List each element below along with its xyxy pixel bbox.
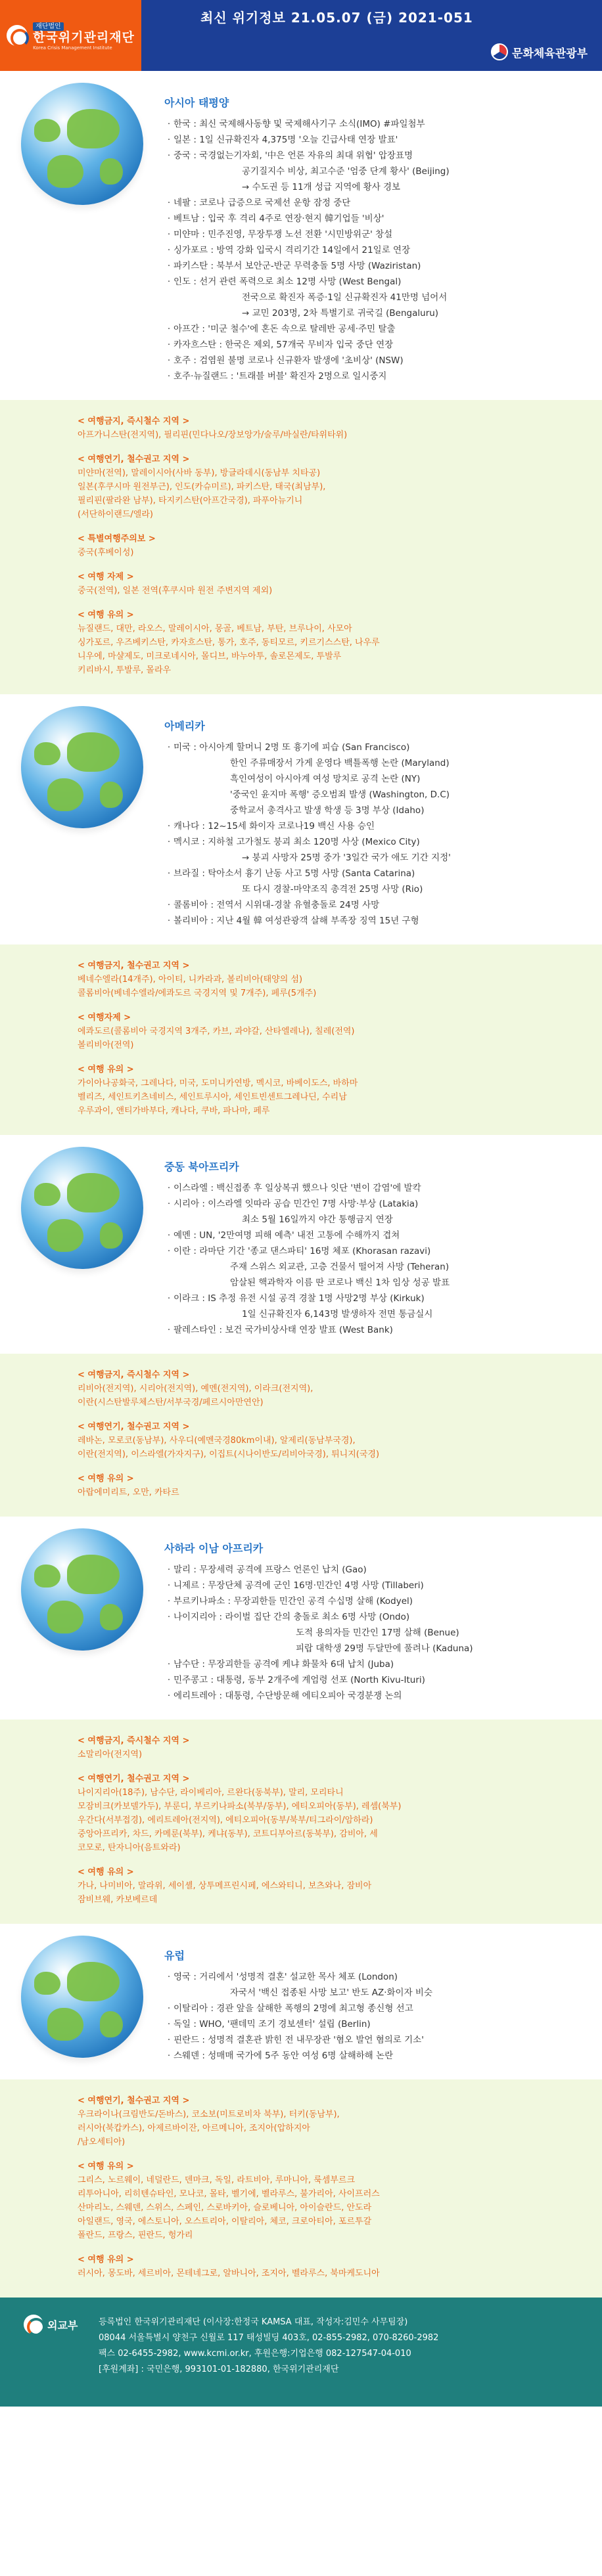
advisory-country-list: 키리바시, 투발루, 몰라우 — [78, 665, 172, 675]
bullet-icon: · — [167, 135, 171, 145]
advisory-country-list: 중국(후베이성) — [78, 548, 134, 558]
news-item — [164, 1609, 582, 1625]
globe-icon — [21, 1147, 143, 1269]
news-item — [164, 1180, 582, 1196]
news-item-text: 카자흐스탄 : 한국은 제외, 57개국 무비자 입국 중단 연장 — [174, 340, 394, 350]
news-item-continuation: 자국서 '백신 접종된 사망 보고' 반도 AZ·화이자 비슷 — [230, 1988, 433, 1998]
org-sub-label: 재단법인 — [33, 22, 64, 32]
advisory-category: < 여행금지, 즉시철수 지역 > 소말리아(전지역) — [78, 1734, 582, 1762]
footer-info — [92, 2315, 602, 2378]
bullet-icon: · — [167, 261, 171, 271]
bullet-icon: · — [167, 2035, 171, 2045]
news-item-text: 볼리비아 : 지난 4월 韓 여성관광객 살해 부족장 징역 15년 구형 — [174, 916, 419, 926]
advisory-level-label: 여행금지, 즉시철수 지역 — [87, 416, 179, 426]
news-item-continuation: 최소 5월 16일까지 야간 통행금지 연장 — [242, 1214, 393, 1225]
advisory-level-label: 여행연기, 철수권고 지역 — [87, 1774, 179, 1784]
bullet-icon: · — [167, 1293, 171, 1304]
bullet-icon: · — [167, 355, 171, 366]
news-item-text: 브라질 : 탁아소서 흉기 난동 사고 5명 사망 (Santa Catarina) — [174, 868, 415, 879]
ministry-name: 문화체육관광부 — [512, 47, 588, 60]
bullet-icon: · — [167, 1972, 171, 1982]
advisory-level-label: 특별여행주의보 — [87, 534, 146, 544]
news-item — [164, 2001, 582, 2016]
advisory-country-list: 이란(시스탄발루체스탄/서부국경/페르시아만연안) — [78, 1398, 264, 1408]
region-title: 유럽 — [164, 1949, 185, 1962]
advisory-country-list: 벨리즈, 세인트키츠네비스, 세인트루시아, 세인트빈센트그레나딘, 수리남 — [78, 1092, 347, 1102]
news-item-text: 콜롬비아 : 전역서 시위대-경찰 유혈충돌로 24명 사망 — [174, 900, 380, 910]
news-item-text: 이탈리아 : 경관 앞을 살해한 폭행의 2명에 최고형 종신형 선고 — [174, 2003, 413, 2014]
header — [0, 0, 602, 71]
advisory-country-list: 코모로, 탄자니아(음트와라) — [78, 1843, 181, 1853]
news-item-text: 부르키나파소 : 무장괴한들 민간인 공격 수십명 살해 (Kodyel) — [174, 1596, 413, 1607]
news-item — [164, 116, 582, 132]
news-item-text: 영국 : 거리에서 '성명적 결혼' 설교한 목사 체포 (London) — [174, 1972, 398, 1982]
advisory-country-list: 그리스, 노르웨이, 네덜란드, 덴마크, 독일, 라트비아, 루마니아, 룩셈부르크 — [78, 2175, 356, 2185]
ministry-emblem-icon — [491, 43, 508, 60]
news-item — [164, 148, 582, 164]
region-section — [0, 1517, 602, 1720]
news-item-text: 민주콩고 : 대통령, 동부 2개주에 계엄령 선포 (North Kivu-Ituri) — [174, 1675, 425, 1685]
news-item — [164, 866, 582, 881]
travel-advisory-box — [0, 1720, 602, 1924]
news-item — [164, 321, 582, 337]
advisory-level-label: 여행 유의 — [87, 1065, 124, 1075]
news-item-text: 캐나다 : 12~15세 화이자 코로나19 백신 사용 승인 — [174, 821, 375, 832]
news-item-text: 이스라엘 : 백신접종 후 일상복귀 했으나 잇단 '변이 감염'에 발칵 — [174, 1183, 421, 1193]
bullet-icon: · — [167, 119, 171, 129]
org-logo-area — [0, 0, 141, 71]
news-item-text: 호주 : 검염원 불명 코로나 신규환자 발생에 '초비상' (NSW) — [174, 355, 404, 366]
news-item — [164, 2016, 582, 2032]
news-item-text: 니제르 : 무장단체 공격에 군인 16명·민간인 4명 사망 (Tillaberi) — [174, 1580, 424, 1591]
advisory-country-list: 필리핀(팔라완 남부), 타지키스탄(아프간국경), 파푸아뉴기니 — [78, 496, 303, 506]
bullet-icon: · — [167, 1230, 171, 1241]
news-item-continuation: 또 다시 경찰-마약조직 총격전 25명 사망 (Rio) — [242, 884, 423, 895]
bullet-icon: · — [167, 1183, 171, 1193]
region-title: 사하라 이남 아프리카 — [164, 1542, 264, 1555]
region-title: 아메리카 — [164, 720, 205, 732]
bullet-icon: · — [167, 1565, 171, 1575]
news-item-text: 일본 : 1일 신규확진자 4,375명 '오늘 긴급사태 연장 발표' — [174, 135, 398, 145]
news-item-text: 아프간 : '미군 철수'에 혼돈 속으로 탈레반 공세·주민 탈출 — [174, 324, 396, 334]
news-item-text: 인도 : 선거 관련 폭력으로 최소 12명 사망 (West Bengal) — [174, 277, 402, 287]
advisory-country-list: 모잠비크(카보델가두), 부룬디, 부르키나파소(북부/동부), 에티오피아(동부), 레셈(북부) — [78, 1802, 402, 1811]
news-item — [164, 740, 582, 755]
advisory-category: < 여행연기, 철수권고 지역 > 나이지리아(18주), 남수단, 라이베리아, 르완다(동북부), 말리, 모리타니 모잠비크(카보델가두), 부룬디, 부르키나파소(북부/동부), 에티오피아(동부), 레셈(북부) 우간다(서부접경), 에리트레아(전지역), 에티오피아(동부/북부/티그라이/암하라) 중앙아프리카, 차드, 카메룬(북부), 케냐(동부), 코트디부아르(동북부), 감비아, 세 코모로, 탄자니아(음트와라) — [78, 1772, 582, 1855]
region-title: 아시아 태평양 — [164, 97, 229, 109]
news-item-text: 핀란드 : 성명적 결혼관 밝힌 전 내무장관 '혐오 발언 혐의로 기소' — [174, 2035, 424, 2045]
advisory-country-list: 베네수엘라(14개주), 아이티, 니카라과, 볼리비아(태양의 섬) — [78, 975, 303, 985]
regions-container — [0, 71, 602, 2298]
bullet-icon: · — [167, 1580, 171, 1591]
globe-icon — [21, 706, 143, 828]
advisory-category: < 여행연기, 철수권고 지역 > 레바논, 모로코(동남부), 사우디(예멘국경80km이내), 알제리(동남부국경), 이란(전지역), 이스라엘(가자지구), 이집트(시나이반도/리비아국경), 튀니지(국경) — [78, 1420, 582, 1461]
region-section — [0, 694, 602, 944]
bullet-icon: · — [167, 1246, 171, 1256]
advisory-category: < 여행 유의 > 그리스, 노르웨이, 네덜란드, 덴마크, 독일, 라트비아, 루마니아, 룩셈부르크 리투아니아, 리히텐슈타인, 모나코, 몰타, 벨기에, 벨라루스, 불가리아, 사이프러스 산마리노, 스웨덴, 스위스, 스페인, 스로바키아, 슬로베니아, 아이슬란드, 안도라 아일랜드, 영국, 에스토니아, 오스트리아, 이탈리아, 체코, 크로아티아, 포르투갈 폴란드, 프랑스, 핀란드, 헝가리 — [78, 2160, 582, 2242]
news-item — [164, 1969, 582, 1985]
bullet-icon: · — [167, 868, 171, 879]
travel-advisory-box — [0, 944, 602, 1135]
news-item — [164, 1562, 582, 1578]
news-item — [164, 195, 582, 211]
news-item-continuation: 중학교서 총격사고 발생 학생 등 3명 부상 (Idaho) — [230, 805, 425, 816]
globe-icon — [21, 83, 143, 205]
advisory-category: < 여행 유의 > 뉴질랜드, 대만, 라오스, 말레이시아, 몽골, 베트남, 부탄, 브루나이, 사모아 싱가포르, 우즈베키스탄, 카자흐스탄, 통가, 호주, 동티모르, 키르기스스탄, 나우루 니우에, 마샬제도, 미크로네시아, 몰디브, 바누아투, 솔로몬제도, 투발루 키리바시, 투발루, 몰라우 — [78, 608, 582, 677]
advisory-level-label: 여행 유의 — [87, 610, 124, 620]
news-item-continuation: 암살된 핵과학자 이름 딴 코로나 백신 1차 임상 성공 발표 — [230, 1277, 450, 1288]
news-item — [164, 1593, 582, 1609]
bullet-icon: · — [167, 229, 171, 240]
bullet-icon: · — [167, 837, 171, 847]
advisory-country-list: 우크라이나(크림반도/돈바스), 코소보(미트로비차 북부), 터키(동남부), — [78, 2110, 340, 2120]
advisory-country-list: 레바논, 모로코(동남부), 사우디(예멘국경80km이내), 알제리(동남부국경), — [78, 1436, 356, 1446]
newsletter-title: 최신 위기정보 21.05.07 (금) 2021-051 — [200, 9, 473, 26]
news-item-text: 이란 : 라마단 기간 '종교 댄스파티' 16명 체포 (Khorasan razavi) — [174, 1246, 431, 1256]
region-section — [0, 1924, 602, 2079]
advisory-country-list: 나이지리아(18주), 남수단, 라이베리아, 르완다(동북부), 말리, 모리타니 — [78, 1788, 344, 1798]
news-item — [164, 913, 582, 929]
advisory-country-list: 에콰도르(콜롬비아 국경지역 3개주, 카브, 과야갈, 산타엘레나), 칠레(전역) — [78, 1027, 355, 1036]
advisory-category: < 여행 자제 > 중국(전역), 일본 전역(후쿠시마 원전 주변지역 제외) — [78, 570, 582, 598]
bullet-icon: · — [167, 213, 171, 224]
travel-advisory-box — [0, 400, 602, 694]
travel-advisory-box — [0, 2079, 602, 2298]
advisory-category: < 여행자제 > 에콰도르(콜롬비아 국경지역 3개주, 카브, 과야갈, 산타엘레나), 칠레(전역) 볼리비아(전역) — [78, 1011, 582, 1052]
org-name: 한국위기관리재단 — [33, 30, 135, 45]
advisory-category: < 여행연기, 철수권고 지역 > 미얀마(전역), 말레이시아(사바 동부), 방글라데시(동남부 치타공) 일본(후쿠시마 원전부근), 인도(카슈미르), 파키스탄, 태국(최남부), 필리핀(팔라완 남부), 타지키스탄(아프간국경), 파푸아뉴기니 (서단하이랜드/엘라) — [78, 453, 582, 522]
news-item — [164, 1322, 582, 1338]
news-item-text: 독일 : WHO, '팬데믹 조기 경보센터' 설립 (Berlin) — [174, 2019, 371, 2030]
news-item-text: 멕시코 : 지하철 고가철도 붕괴 최소 120명 사상 (Mexico City) — [174, 837, 420, 847]
news-item — [164, 337, 582, 353]
news-item-text: 호주·뉴질랜드 : '트래블 버블' 확진자 2명으로 일시중지 — [174, 371, 387, 382]
advisory-country-list: 볼리비아(전역) — [78, 1040, 134, 1050]
bullet-icon: · — [167, 2003, 171, 2014]
region-title: 중동 북아프리카 — [164, 1161, 239, 1173]
advisory-country-list: 가나, 나미비아, 말라위, 세이셸, 상투메프린시페, 에스와티니, 보츠와나, 잠비아 — [78, 1881, 372, 1891]
footer-line: [후원계좌] : 국민은행, 993101-01-182880, 한국위기관리재단 — [99, 2365, 339, 2374]
advisory-country-list: 이란(전지역), 이스라엘(가자지구), 이집트(시나이반도/리비아국경), 튀니지(국경) — [78, 1450, 380, 1459]
news-item — [164, 242, 582, 258]
bullet-icon: · — [167, 1596, 171, 1607]
news-item-text: 미얀마 : 민주진영, 무장투쟁 노선 전환 '시민방위군' 창설 — [174, 229, 393, 240]
news-item-text: 예멘 : UN, '2만여명 피해 예측' 내전 고통에 수해까지 겹쳐 — [174, 1230, 400, 1241]
news-item — [164, 1196, 582, 1212]
news-item — [164, 2032, 582, 2048]
news-item — [164, 897, 582, 913]
news-item-continuation: 전국으로 확진자 폭증·1일 신규확진자 41만명 넘어서 — [242, 292, 448, 303]
advisory-country-list: 소말리아(전지역) — [78, 1750, 143, 1760]
advisory-level-label: 여행 유의 — [87, 1867, 124, 1877]
news-item — [164, 1688, 582, 1704]
news-item-text: 말리 : 무장세력 공격에 프랑스 언론인 납치 (Gao) — [174, 1565, 367, 1575]
news-item — [164, 1228, 582, 1243]
travel-advisory-box — [0, 1354, 602, 1517]
advisory-level-label: 여행금지, 즉시철수 지역 — [87, 1736, 179, 1746]
news-item-text: 미국 : 아시아계 할머니 2명 또 흉기에 피습 (San Francisco) — [174, 742, 410, 753]
advisory-level-label: 여행연기, 철수권고 지역 — [87, 1422, 179, 1432]
bullet-icon: · — [167, 1612, 171, 1622]
advisory-country-list: 싱가포르, 우즈베키스탄, 카자흐스탄, 통가, 호주, 동티모르, 키르기스스탄, 나우루 — [78, 638, 380, 648]
footer-line: 등록법인 한국위기관리재단 (이사장:한정국 KAMSA 대표, 작성자:김민수 사무팀장) — [99, 2317, 408, 2327]
bullet-icon: · — [167, 2019, 171, 2030]
news-item-continuation: '중국인 윤지마 폭행' 증오범죄 발생 (Washington, D.C) — [230, 789, 450, 800]
news-item-text: 베트남 : 입국 후 격리 4주로 연장·현지 韓기업들 '비상' — [174, 213, 384, 224]
footer-logo-icon — [24, 2315, 43, 2334]
news-item — [164, 211, 582, 227]
advisory-level-label: 여행 유의 — [87, 2255, 124, 2265]
news-item-continuation: 도적 용의자들 민간인 17명 살해 (Benue) — [296, 1628, 459, 1638]
advisory-level-label: 여행 자제 — [87, 572, 124, 582]
advisory-category: < 특별여행주의보 > 중국(후베이성) — [78, 532, 582, 560]
news-item-continuation: 한인 주류매장서 가게 운영다 백틀폭행 논란 (Maryland) — [230, 758, 450, 768]
advisory-country-list: 아프가니스탄(전지역), 필리핀(민다나오/장보앙가/술루/바실란/타위타위) — [78, 430, 348, 440]
advisory-country-list: (서단하이랜드/엘라) — [78, 510, 153, 520]
news-item-text: 중국 : 국경없는기자회, '中은 언론 자유의 최대 위협' 압장표명 — [174, 150, 413, 161]
region-section — [0, 71, 602, 400]
org-logo[interactable] — [7, 20, 135, 51]
bullet-icon: · — [167, 1675, 171, 1685]
advisory-category: < 여행 유의 > 아랍에미리트, 오만, 카타르 — [78, 1472, 582, 1499]
advisory-country-list: 러시아(북캅카스), 아제르바이잔, 아르메니아, 조지아(압하지아 — [78, 2123, 310, 2133]
bullet-icon: · — [167, 742, 171, 753]
region-section — [0, 1135, 602, 1354]
news-item — [164, 1578, 582, 1593]
globe-icon — [21, 1528, 143, 1651]
news-item-text: 싱가포르 : 방역 강화 입국시 격리기간 14일에서 21일로 연장 — [174, 245, 411, 255]
news-item-text: 에리트레아 : 대통령, 수단방문해 에티오피아 국경분쟁 논의 — [174, 1691, 402, 1701]
news-item — [164, 132, 582, 148]
advisory-level-label: 여행자제 — [87, 1013, 121, 1023]
advisory-country-list: 리투아니아, 리히텐슈타인, 모나코, 몰타, 벨기에, 벨라루스, 불가리아, 사이프러스 — [78, 2189, 380, 2199]
advisory-country-list: 콜롬비아(베네수엘라/에콰도르 국경지역 및 7개주), 페루(5개주) — [78, 988, 317, 998]
footer-line: 08044 서울특별시 양천구 신월로 117 태성빌딩 403호, 02-855-2982, 070-8260-2982 — [99, 2333, 439, 2343]
advisory-country-list: 중국(전역), 일본 전역(후쿠시마 원전 주변지역 제외) — [78, 586, 273, 596]
news-item — [164, 2048, 582, 2064]
bullet-icon: · — [167, 371, 171, 382]
advisory-level-label: 여행연기, 철수권고 지역 — [87, 455, 179, 464]
advisory-level-label: 여행금지, 즉시철수 지역 — [87, 1370, 179, 1380]
news-item — [164, 227, 582, 242]
advisory-country-list: 일본(후쿠시마 원전부근), 인도(카슈미르), 파키스탄, 태국(최남부), — [78, 482, 326, 492]
bullet-icon: · — [167, 900, 171, 910]
advisory-country-list: 리비아(전지역), 시리아(전지역), 예멘(전지역), 이라크(전지역), — [78, 1384, 313, 1394]
news-item — [164, 1672, 582, 1688]
footer-line: 팩스 02-6455-2982, www.kcmi.or.kr, 후원은행:기업은행 082-127547-04-010 — [99, 2349, 411, 2359]
news-item-continuation: 공기질지수 비상, 최고수준 '엄중 단계 황사' (Beijing) — [242, 166, 450, 177]
news-item — [164, 1656, 582, 1672]
advisory-category: < 여행연기, 철수권고 지역 > 우크라이나(크림반도/돈바스), 코소보(미트로비차 북부), 터키(동남부), 러시아(북캅카스), 아제르바이잔, 아르메니아, 조지아(압하지아 /남오세티아) — [78, 2094, 582, 2149]
ministry-logo[interactable] — [491, 43, 588, 60]
news-item-text: 이라크 : IS 추정 유전 시설 공격 경찰 1명 사망2명 부상 (Kirkuk) — [174, 1293, 425, 1304]
news-item — [164, 834, 582, 850]
news-item-text: 시리아 : 이스라엘 잇따라 공습 민간인 7명 사망·부상 (Latakia) — [174, 1199, 419, 1209]
advisory-country-list: 아랍에미리트, 오만, 카타르 — [78, 1488, 179, 1498]
advisory-category: < 여행금지, 철수권고 지역 > 베네수엘라(14개주), 아이티, 니카라과, 볼리비아(태양의 섬) 콜롬비아(베네수엘라/에콰도르 국경지역 및 7개주), 페루(5개주) — [78, 959, 582, 1000]
advisory-country-list: 우간다(서부접경), 에리트레아(전지역), 에티오피아(동부/북부/티그라이/암하라) — [78, 1815, 373, 1825]
advisory-country-list: 산마리노, 스웨덴, 스위스, 스페인, 스로바키아, 슬로베니아, 아이슬란드, 안도라 — [78, 2203, 372, 2213]
news-item — [164, 818, 582, 834]
bullet-icon: · — [167, 324, 171, 334]
footer — [0, 2298, 602, 2407]
news-item-continuation: 1일 신규확진자 6,143명 발생하자 전면 통금실시 — [242, 1309, 433, 1320]
news-item — [164, 274, 582, 290]
news-item-continuation: 흑인여성이 아시아계 여성 망치로 공격 논란 (NY) — [230, 774, 421, 784]
bullet-icon: · — [167, 198, 171, 208]
news-item — [164, 353, 582, 368]
advisory-country-list: 우루과이, 앤티가바부다, 캐나다, 쿠바, 파나마, 페루 — [78, 1106, 270, 1116]
news-item — [164, 1291, 582, 1306]
news-item — [164, 368, 582, 384]
advisory-country-list: 니우에, 마샬제도, 미크로네시아, 몰디브, 바누아투, 솔로몬제도, 투발루 — [78, 652, 342, 661]
advisory-country-list: 잠비브웨, 카보베르데 — [78, 1895, 158, 1905]
news-item — [164, 1243, 582, 1259]
footer-logo[interactable] — [0, 2315, 92, 2334]
news-item-continuation: → 교민 203명, 2차 특별기로 귀국길 (Bengaluru) — [242, 308, 439, 319]
advisory-level-label: 여행금지, 철수권고 지역 — [87, 961, 179, 971]
news-item-text: 남수단 : 무장괴한들 공격에 케냐 화물차 6대 납치 (Juba) — [174, 1659, 394, 1670]
advisory-category: < 여행 유의 > 가나, 나미비아, 말라위, 세이셸, 상투메프린시페, 에스와티니, 보츠와나, 잠비아 잠비브웨, 카보베르데 — [78, 1865, 582, 1907]
news-item-text: 팔레스타인 : 보건 국가비상사태 연장 발표 (West Bank) — [174, 1325, 393, 1335]
footer-logo-text: 외교부 — [47, 2319, 78, 2332]
news-item-continuation: → 수도권 등 11개 성급 지역에 황사 경보 — [242, 182, 401, 192]
news-item-text: 나이지리아 : 라이벌 집단 간의 충돌로 최소 6명 사망 (Ondo) — [174, 1612, 410, 1622]
news-item-continuation: → 붕괴 사망자 25명 중가 '3일간 국가 애도 기간 지정' — [242, 853, 451, 863]
news-item-continuation: 주재 스위스 외교관, 고층 건물서 떨어져 사망 (Teheran) — [230, 1262, 450, 1272]
advisory-category: < 여행금지, 즉시철수 지역 > 아프가니스탄(전지역), 필리핀(민다나오/장보앙가/술루/바실란/타위타위) — [78, 414, 582, 442]
advisory-country-list: 러시아, 몽도바, 세르비아, 몬테네그로, 알바니아, 조지아, 벨라루스, 북마케도니아 — [78, 2269, 380, 2278]
bullet-icon: · — [167, 916, 171, 926]
advisory-country-list: 가이아나공화국, 그레나다, 미국, 도미니카연방, 멕시코, 바베이도스, 바하마 — [78, 1078, 358, 1088]
advisory-country-list: 폴란드, 프랑스, 핀란드, 헝가리 — [78, 2231, 193, 2240]
bullet-icon: · — [167, 2051, 171, 2061]
bullet-icon: · — [167, 1199, 171, 1209]
news-item-text: 스웨덴 : 성매매 국가에 5주 동안 여성 6명 살해하해 논란 — [174, 2051, 394, 2061]
advisory-category: < 여행 유의 > 가이아나공화국, 그레나다, 미국, 도미니카연방, 멕시코, 바베이도스, 바하마 벨리즈, 세인트키츠네비스, 세인트루시아, 세인트빈센트그레나딘, 수리남 우루과이, 앤티가바부다, 캐나다, 쿠바, 파나마, 페루 — [78, 1063, 582, 1118]
org-english-name: Korea Crisis Management Institute — [33, 45, 112, 51]
news-item-text: 한국 : 최신 국제해사동향 및 국제해사기구 소식(IMO) #파일첨부 — [174, 119, 425, 129]
advisory-category: < 여행 유의 > 러시아, 몽도바, 세르비아, 몬테네그로, 알바니아, 조지아, 벨라루스, 북마케도니아 — [78, 2253, 582, 2280]
bullet-icon: · — [167, 1325, 171, 1335]
bullet-icon: · — [167, 245, 171, 255]
advisory-level-label: 여행 유의 — [87, 2162, 124, 2171]
advisory-category: < 여행금지, 즉시철수 지역 > 리비아(전지역), 시리아(전지역), 예멘(전지역), 이라크(전지역), 이란(시스탄발루체스탄/서부국경/페르시아만연안) — [78, 1368, 582, 1410]
bullet-icon: · — [167, 277, 171, 287]
advisory-country-list: 중앙아프리카, 차드, 카메룬(북부), 케냐(동부), 코트디부아르(동북부), 감비아, 세 — [78, 1829, 378, 1839]
news-item-text: 파키스탄 : 북부서 보안군-반군 무력충돌 5명 사망 (Waziristan) — [174, 261, 421, 271]
news-item-continuation: 피랍 대학생 29명 두달만에 풀려나 (Kaduna) — [296, 1643, 473, 1654]
globe-icon — [21, 1936, 143, 2058]
bullet-icon: · — [167, 1659, 171, 1670]
bullet-icon: · — [167, 150, 171, 161]
advisory-country-list: /남오세티아) — [78, 2137, 126, 2147]
bullet-icon: · — [167, 821, 171, 832]
bullet-icon: · — [167, 1691, 171, 1701]
advisory-country-list: 아일랜드, 영국, 에스토니아, 오스트리아, 이탈리아, 체코, 크로아티아, 포르투갈 — [78, 2217, 372, 2227]
news-item — [164, 258, 582, 274]
org-logo-icon — [7, 25, 28, 46]
advisory-country-list: 미얀마(전역), 말레이시아(사바 동부), 방글라데시(동남부 치타공) — [78, 468, 321, 478]
news-item-text: 네팔 : 코로나 급증으로 국제선 운항 잠정 중단 — [174, 198, 351, 208]
advisory-country-list: 뉴질랜드, 대만, 라오스, 말레이시아, 몽골, 베트남, 부탄, 브루나이, 사모아 — [78, 624, 352, 634]
advisory-level-label: 여행연기, 철수권고 지역 — [87, 2096, 179, 2106]
bullet-icon: · — [167, 340, 171, 350]
advisory-level-label: 여행 유의 — [87, 1474, 124, 1484]
